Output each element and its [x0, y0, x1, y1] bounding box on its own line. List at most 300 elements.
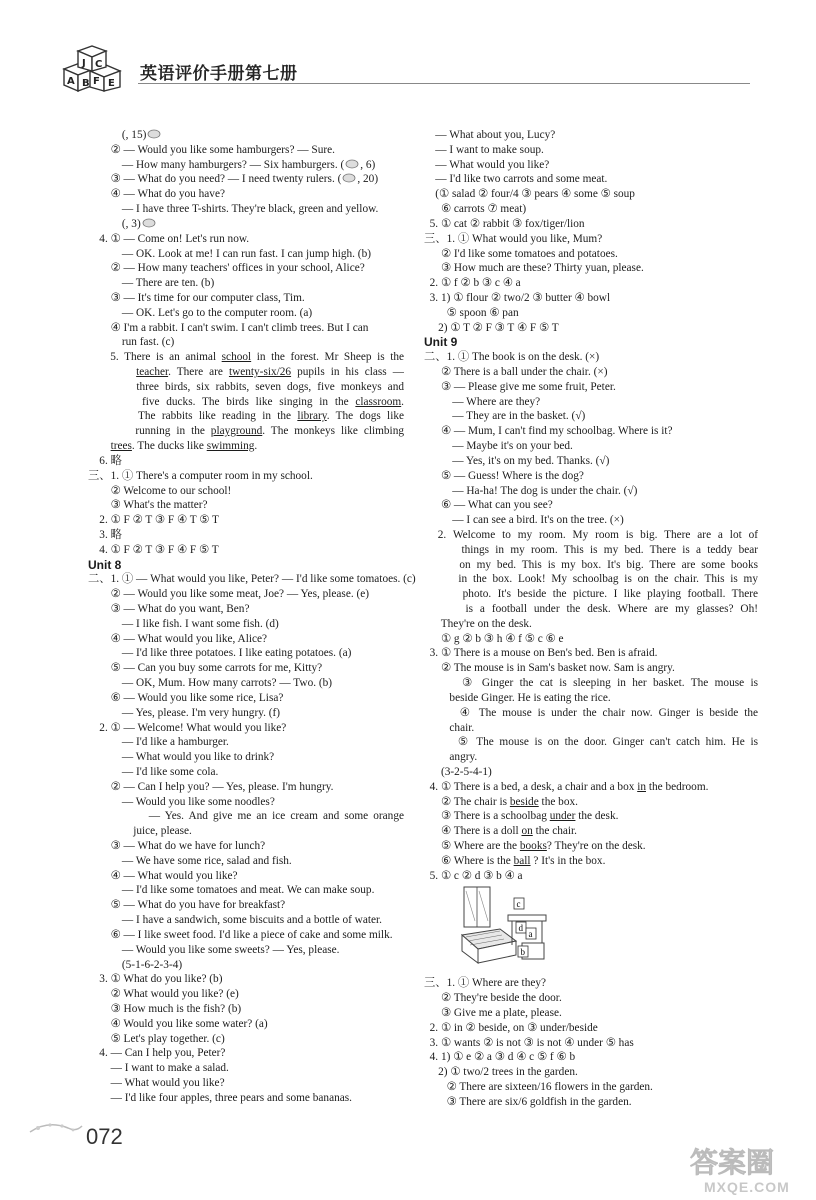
indent — [88, 929, 111, 941]
answer-line — [424, 1095, 758, 1110]
indent — [424, 455, 452, 467]
answer-line — [424, 587, 758, 602]
answer-line — [424, 306, 758, 321]
indent — [424, 573, 458, 585]
answer-line — [88, 276, 404, 291]
answer-line — [424, 513, 758, 528]
indent — [424, 159, 435, 171]
text: 4. ① There is a bed, a desk, a chair and a box — [429, 780, 638, 793]
indent — [88, 396, 142, 408]
indent — [424, 144, 435, 156]
text: — OK. Look at me! I can run fast. I can jump high. (b) — [121, 247, 371, 260]
answer-line — [88, 735, 404, 750]
text: — I like fish. I want some fish. (d) — [121, 617, 279, 630]
text: — Ha-ha! The dog is under the chair. (√) — [452, 484, 638, 497]
answer-line — [88, 1076, 404, 1091]
text: ⑥ carrots ⑦ meat) — [440, 203, 527, 216]
text: — I have a sandwich, some biscuits and a bottle of water. — [121, 914, 382, 927]
text: 2. ① in ② beside, on ③ under/beside — [429, 1021, 598, 1034]
answer-line — [88, 646, 404, 661]
answer-line — [88, 261, 404, 276]
text: . There are — [168, 366, 229, 378]
text: , 6) — [360, 158, 376, 171]
text: ⑥ Where is the — [440, 854, 514, 867]
indent — [88, 973, 99, 985]
answer-line — [424, 661, 758, 676]
text: They're on the desk. — [440, 617, 532, 630]
underlined-answer: under — [549, 810, 576, 823]
underlined-answer: school — [221, 351, 252, 364]
text: the box. — [538, 795, 578, 808]
answer-line — [424, 721, 758, 736]
answer-line — [424, 809, 758, 824]
answer-line — [424, 543, 758, 558]
answer-line — [88, 202, 404, 217]
text: ⑤ — What do you have for breakfast? — [110, 899, 286, 912]
watermark-text: 答案圈 — [690, 1146, 775, 1179]
underlined-answer: swimming — [206, 440, 255, 453]
indent — [88, 618, 122, 630]
text: ④ Would you like some water? (a) — [110, 1017, 268, 1030]
text: ② — Would you like some hamburgers? — Sure. — [110, 143, 335, 156]
text: 3. 略 — [99, 528, 122, 541]
text: three birds, six rabbits, seven dogs, five monkeys and — [136, 380, 404, 393]
indent — [424, 173, 435, 185]
text: photo. It's beside the picture. I like playing football. There — [462, 588, 758, 601]
text: (① salad ② four/4 ③ pears ④ some ⑤ soup — [435, 188, 635, 201]
text: 5. There is an animal — [110, 351, 222, 364]
unit-heading: Unit 9 — [424, 335, 458, 350]
answer-line — [88, 898, 404, 913]
text: . The monkeys like climbing — [262, 425, 404, 438]
indent — [424, 485, 452, 497]
underlined-answer: on — [521, 825, 533, 838]
text: juice, please. — [133, 825, 192, 838]
indent — [424, 603, 465, 615]
answer-line — [88, 424, 404, 439]
text: things in my room. This is my bed. There is a teddy bear — [461, 543, 758, 556]
text: ② — Would you like some meat, Joe? — Yes, please. (e) — [110, 588, 370, 601]
answer-line — [424, 602, 758, 617]
answer-line — [88, 380, 404, 395]
answer-line — [424, 691, 758, 706]
answer-line — [424, 128, 758, 143]
text: ④ — Mum, I can't find my schoolbag. Where is it? — [440, 425, 673, 438]
answer-line — [424, 187, 758, 202]
answer-line — [88, 291, 404, 306]
text: , 15) — [125, 129, 147, 141]
indent — [88, 529, 99, 541]
text: chair. — [449, 721, 475, 734]
underlined-answer: in — [637, 780, 646, 793]
answer-line — [88, 543, 404, 558]
text: — What would you like to drink? — [121, 751, 275, 764]
indent — [88, 988, 111, 1000]
text: the chair. — [532, 825, 577, 838]
answer-line — [424, 632, 758, 647]
answer-line — [88, 1002, 404, 1017]
answer-line — [88, 972, 404, 987]
indent — [88, 292, 111, 304]
text: 4. ① F ② T ③ F ④ F ⑤ T — [99, 543, 219, 556]
small-picture-icon — [146, 129, 162, 141]
text: ④ — What would you like? — [110, 869, 238, 882]
text: — What would you like? — [110, 1077, 225, 1089]
text: — Would you like some sweets? — Yes, please. — [121, 943, 340, 956]
answer-line — [88, 1091, 404, 1106]
answer-line — [424, 1050, 758, 1065]
indent — [424, 188, 435, 200]
indent — [424, 203, 441, 215]
text: ③ Give me a plate, please. — [440, 1006, 562, 1019]
small-picture-icon — [141, 218, 157, 230]
answer-line — [424, 869, 758, 884]
illustration-label: d — [518, 923, 523, 934]
bedroom-illustration — [460, 885, 550, 967]
answer-line — [424, 469, 758, 484]
indent — [88, 366, 136, 378]
answer-line — [424, 572, 758, 587]
text: five ducks. The birds like singing in the — [141, 395, 356, 408]
answer-line — [424, 824, 758, 839]
answer-line — [88, 1046, 404, 1061]
answer-line — [424, 1080, 758, 1095]
indent — [424, 588, 463, 600]
text: ② — How many teachers' offices in your school, Alice? — [110, 262, 365, 275]
indent — [424, 307, 447, 319]
answer-line — [424, 646, 758, 661]
indent — [424, 692, 449, 704]
text: 二、1. ① The book is on the desk. (×) — [424, 351, 600, 364]
text: — I'd like some tomatoes and meat. We can make soup. — [121, 884, 375, 897]
indent — [424, 618, 441, 630]
answer-line — [88, 1032, 404, 1047]
indent — [88, 796, 122, 808]
watermark-logo — [686, 1138, 812, 1196]
indent — [424, 470, 441, 482]
indent — [88, 485, 111, 497]
text: — I'd like a hamburger. — [121, 736, 229, 749]
indent — [424, 396, 452, 408]
answer-line — [88, 247, 404, 262]
answer-line — [424, 735, 758, 750]
indent — [424, 751, 449, 763]
underlined-answer: beside — [509, 795, 539, 808]
indent — [88, 159, 122, 171]
text: ③ There is a schoolbag — [440, 810, 550, 823]
indent — [88, 188, 111, 200]
text: ② Welcome to our school! — [110, 484, 232, 497]
answer-line — [88, 928, 404, 943]
indent — [424, 633, 441, 645]
text: ③ What's the matter? — [110, 499, 208, 512]
text: ② The mouse is in Sam's basket now. Sam is angry. — [440, 662, 675, 675]
text: ? It's in the box. — [530, 854, 606, 867]
answer-line — [88, 883, 404, 898]
text: 3. 1) ① flour ② two/2 ③ butter ④ bowl — [429, 291, 611, 304]
indent — [424, 499, 441, 511]
answer-line — [88, 306, 404, 321]
logo-letter: E — [108, 78, 115, 89]
answer-line — [88, 824, 404, 839]
footer-ornament-icon — [28, 1118, 84, 1140]
answer-line — [424, 439, 758, 454]
answer-line — [424, 1006, 758, 1021]
answer-line — [88, 780, 404, 795]
text: ⑤ The mouse is on the door. Ginger can't catch him. He is — [457, 736, 758, 749]
underlined-answer: library — [297, 410, 327, 423]
text: . — [401, 395, 404, 408]
indent — [88, 633, 111, 645]
answer-line — [88, 809, 404, 824]
text: — Yes, it's on my bed. Thanks. (√) — [452, 454, 610, 467]
answer-line — [424, 1036, 758, 1051]
indent: ( — [88, 217, 126, 230]
text: in the forest. Mr Sheep is the — [251, 351, 404, 364]
indent — [88, 736, 122, 748]
answer-line — [424, 409, 758, 424]
answer-line — [88, 958, 404, 973]
answer-line — [424, 854, 758, 869]
indent — [88, 722, 99, 734]
answer-line — [88, 409, 404, 424]
answer-line — [88, 395, 404, 410]
text: 三、1. ① What would you like, Mum? — [424, 232, 603, 245]
text: ③ — What do you want, Ben? — [110, 603, 250, 615]
answer-line — [88, 632, 404, 647]
answer-line — [88, 661, 404, 676]
underlined-answer: twenty-six/26 — [228, 366, 292, 378]
text: ② What would you like? (e) — [110, 988, 239, 1001]
indent — [424, 559, 459, 571]
indent — [88, 959, 122, 971]
indent — [88, 1062, 111, 1074]
page-header — [60, 45, 750, 95]
answer-line — [424, 395, 758, 410]
answer-line — [88, 617, 404, 632]
indent — [88, 899, 111, 911]
indent — [88, 381, 136, 393]
indent — [424, 322, 438, 334]
indent — [424, 810, 441, 822]
text: The rabbits like reading in the — [137, 410, 298, 423]
indent — [88, 277, 122, 289]
text: 4. ① — Come on! Let's run now. — [99, 232, 250, 245]
indent — [88, 766, 122, 778]
indent — [424, 796, 441, 808]
indent — [424, 262, 441, 274]
indent — [424, 366, 441, 378]
text: ② There are sixteen/16 flowers in the garden. — [446, 1080, 653, 1093]
text: angry. — [449, 751, 478, 764]
indent — [424, 766, 441, 778]
answer-line — [424, 291, 758, 306]
text: (5-1-6-2-3-4) — [121, 958, 183, 971]
text: ③ — What do you need? — I need twenty rulers. ( — [110, 173, 342, 186]
text: ② — Can I help you? — Yes, please. I'm hungry. — [110, 780, 334, 793]
indent — [88, 1092, 111, 1104]
text: 2. ① — Welcome! What would you like? — [99, 721, 287, 734]
text: ③ How much is the fish? (b) — [110, 1002, 242, 1015]
indent — [424, 440, 452, 452]
answer-line — [424, 1021, 758, 1036]
answer-line — [88, 513, 404, 528]
answer-line — [424, 991, 758, 1006]
indent — [424, 381, 441, 393]
answer-line — [88, 943, 404, 958]
answer-line — [88, 158, 404, 173]
text: ⑤ — Guess! Where is the dog? — [440, 469, 584, 482]
indent — [424, 1081, 447, 1093]
text: ⑤ Where are the — [440, 840, 520, 852]
underlined-answer: trees — [110, 440, 132, 453]
answer-line — [424, 454, 758, 469]
text: 二、1. ① — What would you like, Peter? — I'd like some tomatoes. (c) — [88, 573, 416, 586]
indent — [88, 440, 111, 452]
answer-line — [88, 750, 404, 765]
indent — [88, 692, 111, 704]
answer-line — [424, 217, 758, 232]
text: 2. Welcome to my room. My room is big. There are a lot of — [437, 528, 758, 541]
text: ① g ② b ③ h ④ f ⑤ c ⑥ e — [440, 632, 564, 645]
text: — Would you like some noodles? — [121, 795, 275, 808]
indent — [424, 1007, 441, 1019]
text: ⑤ spoon ⑥ pan — [446, 306, 519, 319]
indent — [88, 499, 111, 511]
text: ③ Ginger the cat is sleeping in her basket. The mouse is — [461, 677, 758, 690]
indent — [88, 588, 111, 600]
answer-line — [88, 439, 404, 454]
logo-letter: B — [82, 78, 90, 89]
text: (3-2-5-4-1) — [440, 765, 492, 778]
answer-line — [424, 365, 758, 380]
page-number: 072 — [86, 1124, 123, 1149]
indent — [424, 425, 441, 437]
text: the desk. — [575, 810, 619, 823]
text: — What would you like? — [435, 158, 550, 171]
indent — [88, 677, 122, 689]
small-picture-icon — [341, 173, 357, 185]
indent — [88, 1033, 111, 1045]
text: is a football under the desk. Where are my glasses? Oh! — [465, 603, 758, 615]
indent — [88, 884, 122, 896]
indent — [88, 144, 111, 156]
left-column — [88, 128, 416, 1106]
text: — I'd like four apples, three pears and some bananas. — [110, 1091, 352, 1104]
indent — [424, 736, 458, 748]
text: , 20) — [357, 173, 379, 186]
answer-line — [424, 247, 758, 262]
text: 2. ① f ② b ③ c ④ a — [429, 277, 521, 290]
text: ④ — What do you have? — [110, 188, 225, 201]
indent — [88, 307, 122, 319]
answer-line — [88, 1061, 404, 1076]
indent — [424, 677, 462, 689]
indent — [424, 825, 441, 837]
answer-line — [88, 128, 404, 143]
text: — How many hamburgers? — Six hamburgers. ( — [121, 158, 345, 171]
underlined-answer: ball — [513, 854, 531, 867]
text: 2. ① F ② T ③ F ④ T ⑤ T — [99, 514, 219, 527]
answer-line — [424, 261, 758, 276]
answer-line — [88, 454, 404, 469]
answer-line — [88, 187, 404, 202]
text: — I'd like two carrots and some meat. — [435, 173, 608, 186]
indent — [88, 825, 133, 837]
abc-blocks-logo-icon — [60, 45, 132, 93]
indent — [88, 1047, 99, 1059]
indent — [88, 544, 99, 556]
answer-line — [424, 498, 758, 513]
indent — [88, 173, 111, 185]
answer-line — [424, 780, 758, 795]
answer-line — [424, 350, 758, 365]
indent: ( — [88, 129, 126, 141]
answer-line — [424, 424, 758, 439]
text: ④ I'm a rabbit. I can't swim. I can't climb trees. But I can — [110, 321, 369, 334]
indent — [88, 322, 111, 334]
answer-line — [88, 232, 404, 247]
indent — [88, 336, 122, 348]
underlined-answer: books — [519, 840, 547, 852]
answer-line — [88, 498, 404, 513]
illustration-label: c — [516, 899, 521, 910]
text: ? They're on the desk. — [546, 840, 646, 852]
indent — [88, 781, 111, 793]
text: running in the — [135, 425, 211, 438]
answer-line — [88, 572, 416, 587]
answer-line — [424, 158, 758, 173]
answer-line — [88, 691, 404, 706]
text: ④ — What would you like, Alice? — [110, 632, 268, 645]
indent — [88, 840, 111, 852]
text: — I'd like three potatoes. I like eating potatoes. (a) — [121, 647, 352, 660]
text: pupils in his class — — [291, 366, 404, 378]
indent — [424, 129, 435, 141]
text: ② The chair is — [440, 795, 510, 808]
answer-line — [88, 172, 404, 187]
indent — [424, 707, 460, 719]
text: 2) ① T ② F ③ T ④ F ⑤ T — [438, 321, 559, 334]
answer-line — [424, 380, 758, 395]
answer-line — [88, 602, 404, 617]
answer-line — [88, 484, 404, 499]
indent — [424, 722, 449, 734]
text: . The ducks like — [131, 440, 207, 453]
indent — [88, 514, 99, 526]
text: 5. ① cat ② rabbit ③ fox/tiger/lion — [429, 217, 585, 230]
indent — [88, 203, 122, 215]
indent — [424, 1066, 438, 1078]
text: 3. ① There is a mouse on Ben's bed. Ben is afraid. — [429, 647, 658, 660]
text: ⑥ — What can you see? — [440, 499, 553, 512]
text: ② There is a ball under the chair. (×) — [440, 366, 608, 378]
text: — I have three T-shirts. They're black, green and yellow. — [121, 203, 379, 216]
answer-line — [424, 232, 758, 247]
text: ⑥ — Would you like some rice, Lisa? — [110, 691, 284, 704]
text: 4. 1) ① e ② a ③ d ④ c ⑤ f ⑥ b — [429, 1051, 576, 1064]
text: — Yes. And give me an ice cream and some orange — [148, 810, 404, 823]
answer-line — [424, 484, 758, 499]
underlined-answer: teacher — [136, 366, 169, 378]
indent — [88, 455, 99, 467]
text: — I can see a bird. It's on the tree. (×) — [452, 514, 624, 527]
indent — [424, 529, 438, 541]
small-picture-icon — [344, 159, 360, 171]
text: in the box. Look! My schoolbag is on the chair. This is my — [458, 573, 758, 586]
answer-line — [88, 839, 404, 854]
unit-heading: Unit 8 — [88, 557, 122, 572]
